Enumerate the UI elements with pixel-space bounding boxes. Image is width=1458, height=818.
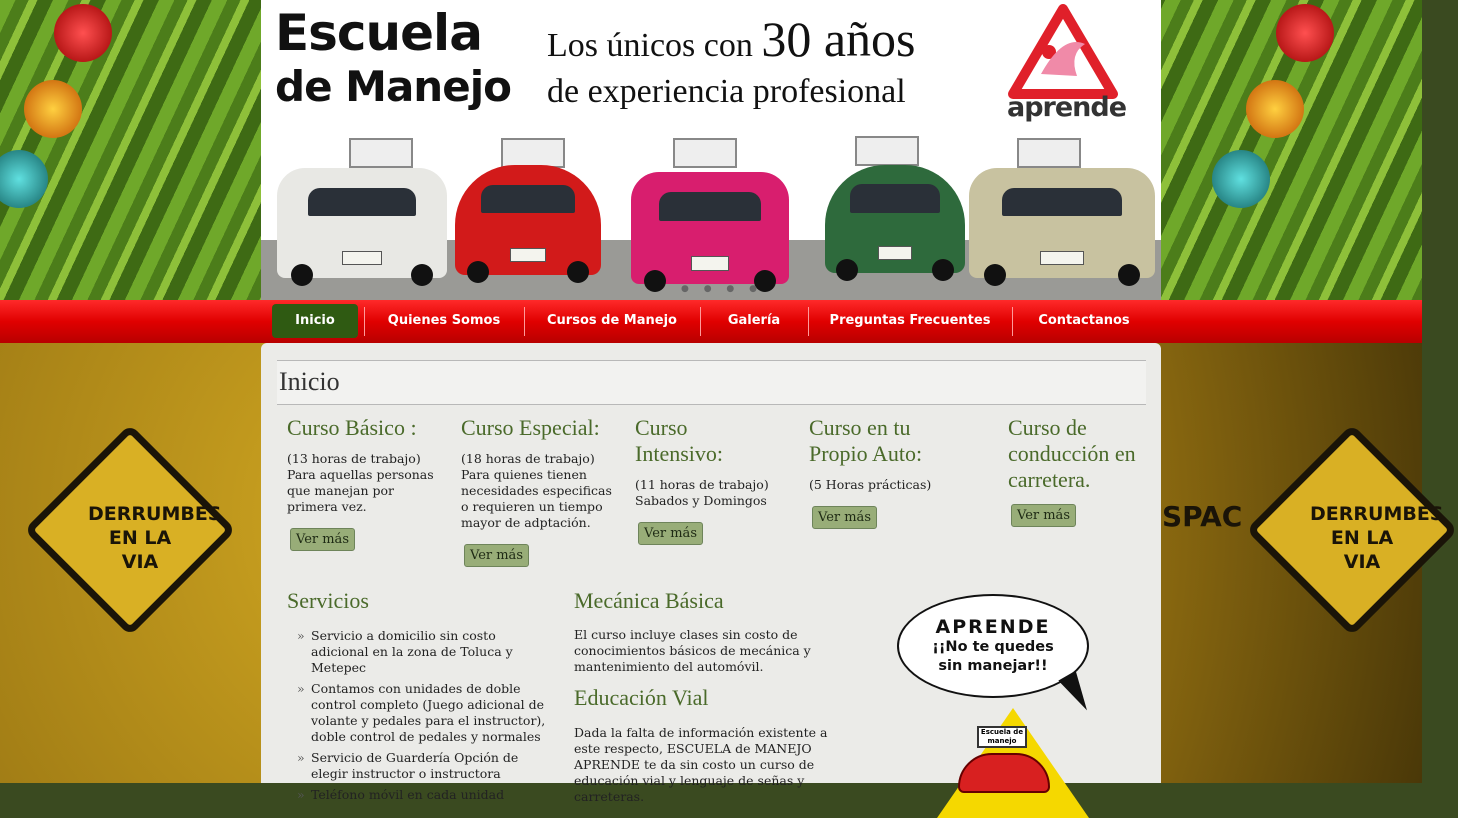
course-title: Curso en tu Propio Auto: — [809, 415, 923, 466]
list-item: » Servicio a domicilio sin costo adicional en la zona de Toluca y Metepec — [297, 628, 557, 676]
main-content — [261, 343, 1161, 804]
car-roof-sign — [855, 136, 919, 166]
road-sign-left-text: DERRUMBES EN LA VIA — [88, 503, 222, 573]
nav-preguntas-frecuentes[interactable]: Preguntas Frecuentes — [829, 313, 991, 328]
promo-line3: sin manejar!! — [938, 658, 1048, 674]
course-description: (18 horas de trabajo) Para quienes tienen necesidades especificas o requieren un tiempo mayor de adptación. — [461, 451, 612, 530]
school-logo-text — [275, 6, 511, 114]
car-roof-sign — [501, 138, 565, 168]
car-magenta — [631, 172, 789, 284]
ver-mas-button-intensivo[interactable]: Ver más — [638, 522, 703, 545]
traffic-light-green-right — [1212, 150, 1270, 208]
nav-cursos-de-manejo[interactable]: Cursos de Manejo — [547, 313, 677, 328]
slogan-line1-pre: Los únicos con — [547, 27, 762, 64]
road-sign-right-text: DERRUMBES EN LA VIA — [1310, 503, 1444, 573]
car-white — [277, 168, 447, 278]
slogan — [547, 11, 916, 115]
traffic-light-amber-right — [1246, 80, 1304, 138]
main-nav — [0, 300, 1422, 343]
educacion-text: Dada la falta de información existente a este respecto, ESCUELA de MANEJO APRENDE te da sin costo un curso de educación vial y lenguaje de señas y carreteras. — [574, 725, 828, 804]
course-carretera — [1008, 415, 1148, 493]
course-title: Curso Intensivo: — [635, 415, 723, 466]
ver-mas-button-carretera[interactable]: Ver más — [1011, 504, 1076, 527]
course-description: (5 Horas prácticas) — [809, 477, 932, 492]
slogan-line2: de experiencia profesional — [547, 73, 906, 110]
brand-name: aprende — [1007, 92, 1127, 123]
course-title: Curso de conducción en carretera. — [1008, 415, 1136, 492]
car-red — [455, 165, 601, 275]
course-especial — [461, 415, 613, 531]
page-title-bar — [277, 360, 1146, 405]
logo-line2: de Manejo — [275, 62, 511, 111]
traffic-light-red-left — [54, 4, 112, 62]
nav-separator — [808, 307, 809, 336]
list-item: » Servicio de Guardería Opción de elegir instructor o instructora — [297, 750, 557, 782]
ver-mas-button-propio-auto[interactable]: Ver más — [812, 506, 877, 529]
course-description: (13 horas de trabajo) Para aquellas personas que manejan por primera vez. — [287, 451, 434, 514]
traffic-light-red-right — [1276, 4, 1334, 62]
course-propio-auto — [809, 415, 959, 493]
mecanica-title: Mecánica Básica — [574, 588, 724, 613]
carousel-dots[interactable]: ● ● ● ● — [681, 284, 763, 294]
course-intensivo — [635, 415, 775, 509]
logo-line1: Escuela — [275, 4, 482, 62]
nav-quienes-somos[interactable]: Quienes Somos — [387, 313, 501, 328]
promo-line2: ¡¡No te quedes — [932, 639, 1054, 655]
mini-roof-sign: Escuela de manejo — [977, 726, 1027, 748]
header-banner — [261, 0, 1161, 300]
car-roof-sign — [673, 138, 737, 168]
nav-galeria[interactable]: Galería — [727, 313, 781, 328]
mecanica-text: El curso incluye clases sin costo de conocimientos básicos de mecánica y mantenimiento del automóvil. — [574, 627, 811, 674]
services-title: Servicios — [287, 588, 369, 613]
warning-triangle-icon — [1007, 4, 1119, 99]
course-title: Curso Especial: — [461, 415, 600, 440]
services-list — [297, 628, 557, 808]
ver-mas-button-especial[interactable]: Ver más — [464, 544, 529, 567]
nav-contactanos[interactable]: Contactanos — [1038, 313, 1130, 328]
cartoon-car-icon — [958, 753, 1050, 793]
ver-mas-button-basico[interactable]: Ver más — [290, 528, 355, 551]
course-basico — [287, 415, 437, 515]
course-description: (11 horas de trabajo) Sabados y Domingos — [635, 477, 769, 508]
nav-separator — [364, 307, 365, 336]
brand-logo — [1007, 4, 1127, 129]
traffic-light-amber-left — [24, 80, 82, 138]
nav-inicio[interactable]: Inicio — [272, 304, 358, 338]
course-title: Curso Básico : — [287, 415, 417, 440]
car-roof-sign — [349, 138, 413, 168]
car-green — [825, 165, 965, 273]
list-item: » Teléfono móvil en cada unidad — [297, 787, 557, 803]
car-beige — [969, 168, 1155, 278]
road-sign-right-partial-text: SPAC — [1162, 500, 1243, 533]
page-title: Inicio — [279, 367, 340, 396]
car-roof-sign — [1017, 138, 1081, 168]
list-item: » Contamos con unidades de doble control completo (Juego adicional de volante y pedales para el instructor), doble control de pedales y normales — [297, 681, 557, 745]
nav-separator — [1012, 307, 1013, 336]
nav-separator — [700, 307, 701, 336]
nav-separator — [524, 307, 525, 336]
slogan-line1-big: 30 años — [761, 11, 916, 67]
educacion-title: Educación Vial — [574, 685, 709, 710]
promo-line1: APRENDE — [935, 616, 1051, 638]
